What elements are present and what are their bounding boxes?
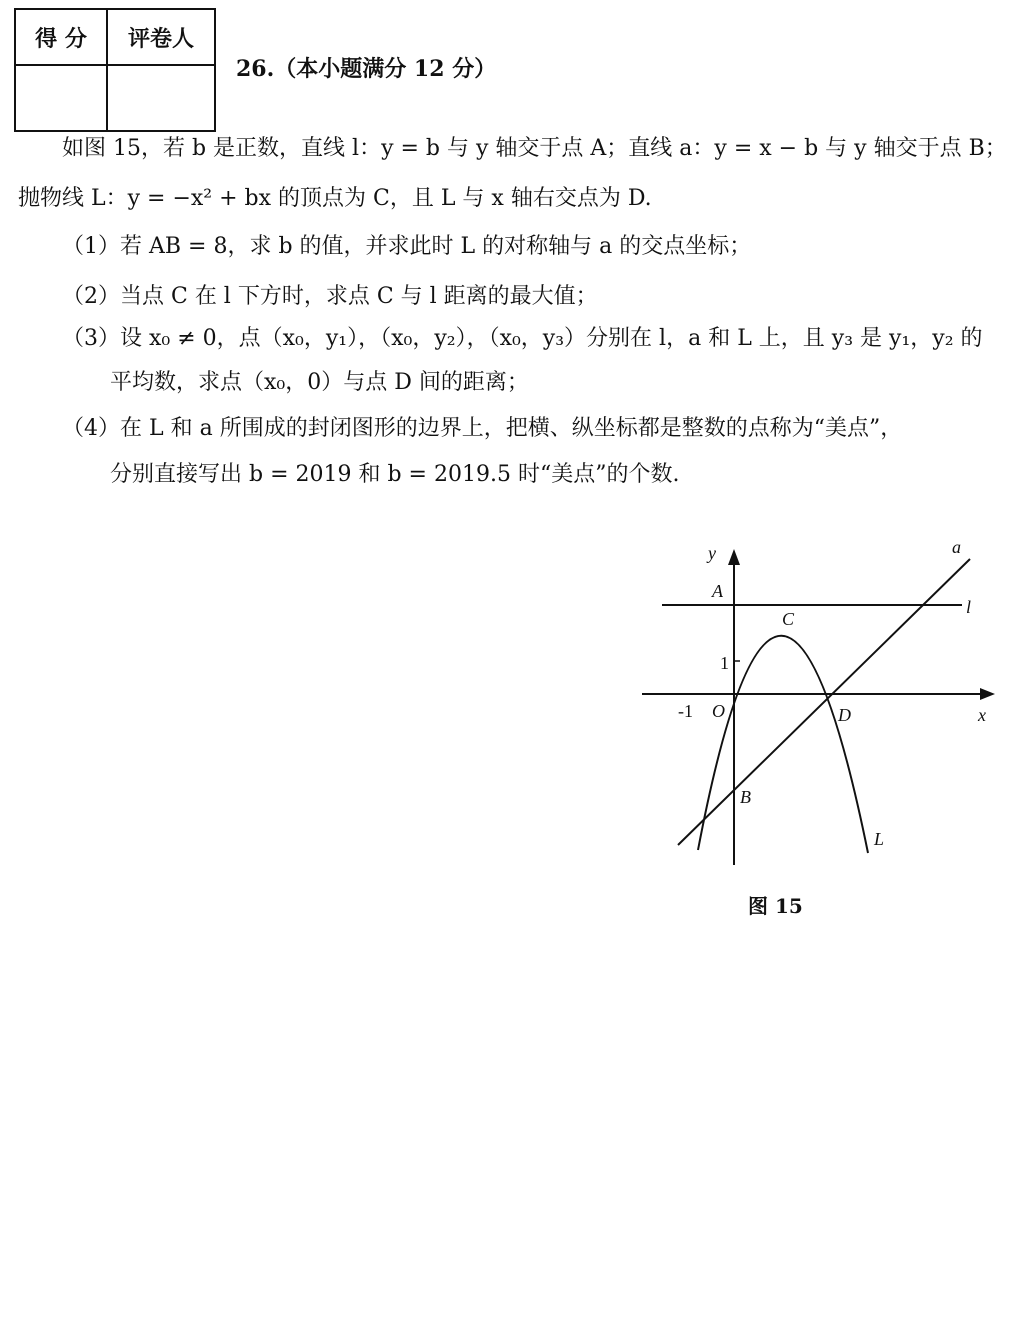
- point-d-label: D: [838, 705, 851, 725]
- figure-caption: 图 15: [748, 894, 803, 918]
- x-axis-label: x: [978, 705, 986, 725]
- y-axis-label: y: [708, 543, 716, 563]
- score-table: [14, 8, 216, 132]
- line-l-label: l: [966, 597, 972, 617]
- intro-line-1: 如图 15，若 b 是正数，直线 l：y = b 与 y 轴交于点 A；直线 a：y = x − b 与 y 轴交于点 B；: [62, 136, 1007, 161]
- subquestion-4-line-1: （4）在 L 和 a 所围成的封闭图形的边界上，把横、纵坐标都是整数的点称为“美点”，: [62, 416, 903, 441]
- subquestion-3-line-2: 平均数，求点（x₀，0）与点 D 间的距离；: [110, 370, 529, 395]
- tick-1-label: 1: [720, 653, 729, 673]
- point-b-label: B: [740, 787, 751, 807]
- question-header: 26.（本小题满分 12 分）: [236, 56, 497, 82]
- score-cell-label: 得 分: [16, 10, 108, 66]
- origin-label: O: [712, 701, 725, 721]
- subquestion-2: （2）当点 C 在 l 下方时，求点 C 与 l 距离的最大值；: [62, 284, 598, 309]
- score-cell-blank: [16, 66, 108, 130]
- y-axis-arrow-icon: [728, 549, 740, 565]
- grader-cell-blank: [108, 66, 214, 130]
- figure-15-diagram: [640, 535, 1010, 875]
- grader-cell-label: 评卷人: [108, 10, 214, 66]
- line-a-label: a: [952, 537, 961, 557]
- parabola-L-label: L: [874, 829, 885, 849]
- subquestion-4-line-2: 分别直接写出 b = 2019 和 b = 2019.5 时“美点”的个数.: [110, 462, 680, 487]
- subquestion-1: （1）若 AB = 8，求 b 的值，并求此时 L 的对称轴与 a 的交点坐标；: [62, 234, 752, 259]
- point-a-label: A: [712, 581, 723, 601]
- point-c-label: C: [782, 609, 795, 629]
- x-axis-arrow-icon: [980, 688, 995, 700]
- subquestion-3-line-1: （3）设 x₀ ≠ 0，点（x₀，y₁），（x₀，y₂），（x₀，y₃）分别在 l，a 和 L 上，且 y₃ 是 y₁，y₂ 的: [62, 326, 983, 351]
- intro-line-2: 抛物线 L：y = −x² + bx 的顶点为 C，且 L 与 x 轴右交点为 D.: [18, 186, 652, 211]
- tick-neg1-label: -1: [678, 701, 693, 721]
